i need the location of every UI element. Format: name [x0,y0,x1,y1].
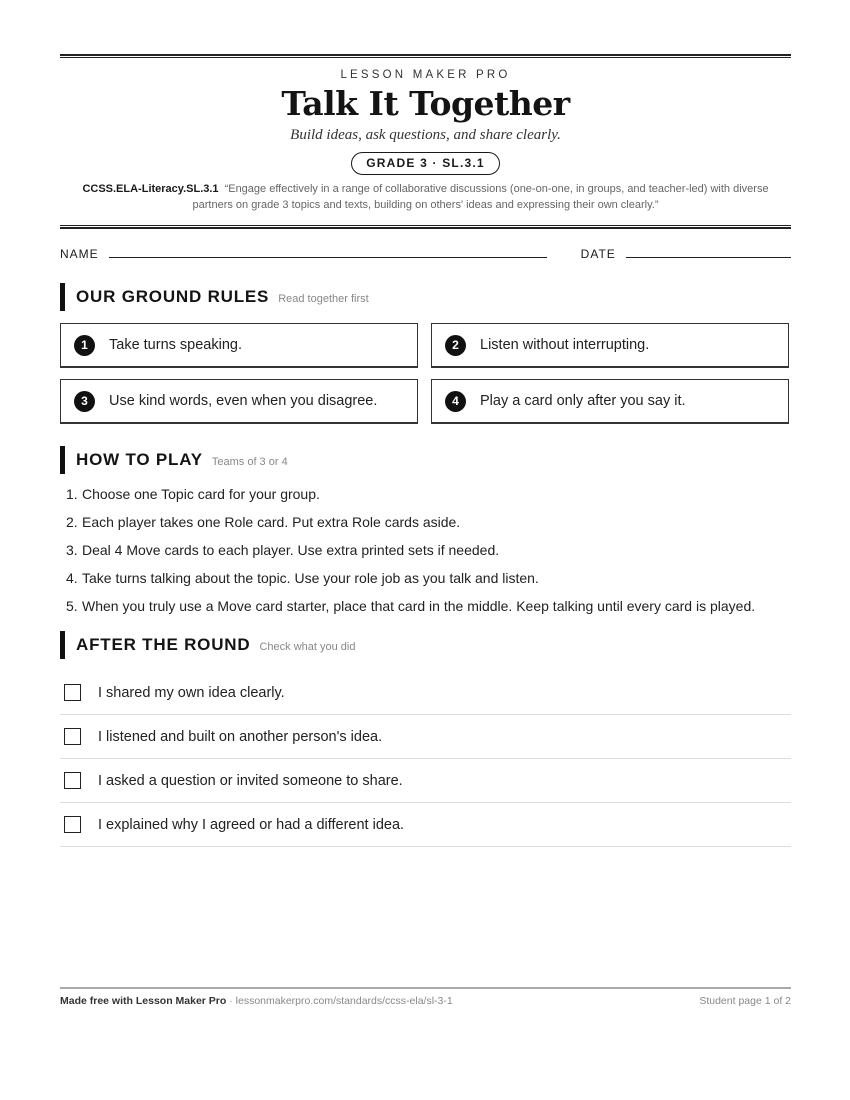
ground-rule-card [431,379,789,424]
grade-badge: GRADE 3 · SL.3.1 [351,152,500,175]
brand-label: LESSON MAKER PRO [340,69,511,81]
ground-rules-grid [60,323,791,424]
page-subtitle: Build ideas, ask questions, and share clearly. [290,127,561,143]
how-to-play-hint: Teams of 3 or 4 [211,456,288,468]
date-label: DATE [580,247,616,261]
step-item [60,484,791,505]
ground-rule-text: Play a card only after you say it. [480,393,686,409]
header-double-rule [60,225,791,229]
number-badge: 3 [74,391,95,412]
checklist-item[interactable] [60,715,791,759]
checklist-text: I shared my own idea clearly. [98,684,285,701]
standard-description [68,181,783,213]
ground-rule-card [60,379,418,424]
step-text: Choose one Topic card for your group. [82,486,320,502]
step-number: 1. [66,486,78,502]
step-item [60,568,791,589]
checklist-text: I explained why I agreed or had a different idea. [98,816,405,833]
ground-rule-card [431,323,789,368]
checkbox[interactable] [64,816,81,833]
step-text: When you truly use a Move card starter, place that card in the middle. Keep talking until every card is played. [82,598,756,614]
how-to-play-heading [60,446,791,474]
footer-credit [60,995,453,1007]
page-title: Talk It Together [281,84,570,123]
footer-page-number: Student page 1 of 2 [699,995,791,1007]
checklist-item[interactable] [60,671,791,715]
worksheet-header [60,58,791,213]
step-item [60,596,791,617]
footer-url: · lessonmakerpro.com/standards/ccss-ela/sl-3-1 [226,995,453,1007]
ground-rule-card [60,323,418,368]
name-field[interactable] [109,257,547,258]
step-number: 3. [66,542,78,558]
how-to-play-steps [60,484,791,617]
step-item [60,540,791,561]
how-to-play-title: HOW TO PLAY [76,450,203,469]
number-badge: 2 [445,335,466,356]
checklist-text: I asked a question or invited someone to share. [98,772,403,789]
ground-rule-text: Take turns speaking. [109,337,242,353]
after-round-hint: Check what you did [259,641,356,653]
name-date-row [60,247,791,261]
checkbox[interactable] [64,772,81,789]
checklist-item[interactable] [60,803,791,847]
checkbox[interactable] [64,728,81,745]
step-item [60,512,791,533]
checklist-item[interactable] [60,759,791,803]
name-label: NAME [60,247,99,261]
checklist-text: I listened and built on another person's idea. [98,728,383,745]
date-field[interactable] [626,257,791,258]
step-text: Take turns talking about the topic. Use your role job as you talk and listen. [82,570,539,586]
ground-rules-hint: Read together first [278,293,369,305]
ground-rules-title: OUR GROUND RULES [76,287,270,306]
ground-rule-text: Listen without interrupting. [480,337,650,353]
ground-rule-text: Use kind words, even when you disagree. [109,393,378,409]
standard-text: “Engage effectively in a range of collaborative discussions (one-on-one, in groups, and teacher-led) with diverse partners on grade 3 topics and texts, building on others' ideas and expressing their own clearly.” [192,183,769,211]
after-round-checklist [60,671,791,847]
step-text: Each player takes one Role card. Put extra Role cards aside. [82,514,461,530]
number-badge: 4 [445,391,466,412]
step-text: Deal 4 Move cards to each player. Use extra printed sets if needed. [82,542,500,558]
step-number: 4. [66,570,78,586]
after-round-title: AFTER THE ROUND [76,635,251,654]
step-number: 2. [66,514,78,530]
after-round-heading [60,631,791,659]
page-footer [60,987,791,1007]
worksheet-page [60,54,791,847]
ground-rules-heading [60,283,791,311]
checkbox[interactable] [64,684,81,701]
standard-code: CCSS.ELA-Literacy.SL.3.1 [82,183,219,195]
footer-made-with: Made free with Lesson Maker Pro [60,995,227,1007]
number-badge: 1 [74,335,95,356]
step-number: 5. [66,598,78,614]
